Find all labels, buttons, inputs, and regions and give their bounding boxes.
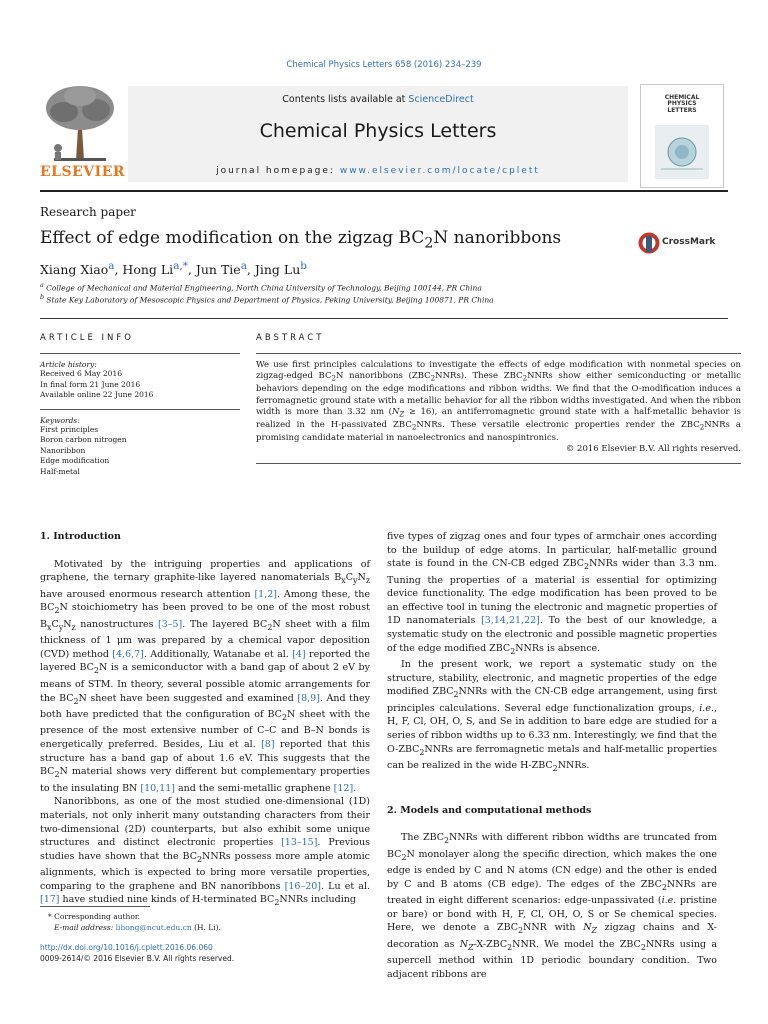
keyword: Boron carbon nitrogen: [40, 435, 127, 444]
abstract-section: [256, 333, 741, 470]
journal-homepage-line: [128, 166, 628, 176]
author[interactable]: Hong $Li^{a,*}$: [122, 260, 188, 278]
citation-link[interactable]: [8]: [261, 739, 275, 751]
email-label: E-mail address:: [54, 923, 114, 932]
citation-link[interactable]: [13–15]: [281, 837, 318, 849]
footnote-rule: [40, 906, 150, 907]
email-link[interactable]: lihong@ncut.edu.cn: [115, 923, 192, 932]
cover-art-image: [655, 125, 709, 179]
crossmark-label: CrossMark: [662, 237, 716, 247]
body-paragraph: Nanoribbons, as one of the most studied one-dimensional (1D) materials, not only inherit many outstanding characters from their two-dimensional (2D) counterparts, but also exhibit some unique structures and distinct electronic properties [13–15]. Previous studies have shown that the $BC_2NNRs$ possess more ample atomic alignments, which is expected to bring more versatile properties, comparing to the graphene and BN nanoribbons [16–20]. Lu et al. [17] have studied nine kinds of H-terminated $BC_2NNRs$ including: [40, 796, 370, 908]
title-rule: [40, 318, 728, 319]
cover-title: [641, 95, 723, 114]
doi-block: [40, 942, 370, 964]
affiliation: $^b$ State Key Laboratory of Mesoscopic Physics and Department of Physics, Peking University, Beijing 100871, PR China: [40, 294, 494, 305]
keyword: Edge modification: [40, 456, 110, 465]
affiliation: $^a$ College of Mechanical and Material Engineering, North China University of Technology, Beijing 100144, PR China: [40, 282, 482, 293]
issn-line: 0009-2614/© 2016 Elsevier B.V. All rights reserved.: [40, 954, 235, 963]
author[interactable]: Jun Tie$^a$: [195, 260, 247, 278]
article-info: [40, 333, 240, 477]
abstract-rule: [256, 463, 741, 464]
sciencedirect-link[interactable]: ScienceDirect: [408, 94, 474, 105]
footnote: [40, 906, 370, 933]
journal-header-box: [128, 86, 628, 182]
article-info-label: ARTICLE INFO: [40, 333, 134, 343]
journal-homepage-link[interactable]: www.elsevier.com/locate/cplett: [339, 166, 540, 176]
body-paragraph: Motivated by the intriguing properties and applications of graphene, the ternary graphite-like layered nanomaterials $B_xC_yN_z$ have aroused enormous research attention [1,2]. Among these, the $BC_2N$ stoichiometry has been proved to be one of the most robust $B_xC_yN_z$ nanostructures [3–5]. The layered $BC_2N$ sheet with a film thickness of 1 μm was prepared by a chemical vapor deposition (CVD) method [4,6,7]. Additionally, Watanabe et al. [4] reported the layered $BC_2N$ is a semiconductor with a band gap of about 2 eV by means of STM. In theory, several possible atomic arrangements for the $BC_2N$ sheet have been suggested and examined [8,9]. And they both have predicted that the configuration of $BC_2N$ sheet with the presence of the most extensive number of C–C and B–N bonds is energetically preferred. Besides, Liu et al. [8] reported that this structure has a band gap of about 1.6 eV. This suggests that the $BC_2N$ material shows very different but complementary properties to the insulating BN [10,11] and the semi-metallic graphene [12].: [40, 558, 370, 794]
keyword: Half-metal: [40, 466, 80, 476]
email-suffix: (H. Li).: [194, 923, 221, 932]
citation-link[interactable]: [3–5]: [158, 618, 183, 630]
keyword: First principles: [40, 424, 99, 434]
info-rule: [40, 409, 240, 410]
abstract-label: ABSTRACT: [256, 333, 325, 343]
email-line: [40, 922, 370, 933]
history-final: In final form 21 June 2016: [40, 379, 141, 389]
title-suffix: N nanoribbons: [433, 228, 562, 248]
citation-link[interactable]: [10,11]: [140, 782, 175, 794]
author[interactable]: Xiang Xiao$^a$: [40, 260, 115, 278]
body-paragraph: In the present work, we report a systematic study on the structure, stability, electronic, and magnetic properties of the edge modified $ZBC_2NNRs$ with the CN-CB edge arrangement, using first principles calculations. Several edge functionalization groups, i.e., H, F, Cl, OH, O, S, and Se in addition to bare edge are studied for a series of ribbon widths up to 6.33 nm. Interestingly, we find that the $O-ZBC_2NNRs$ are ferromagnetic metals and half-metallic properties can be realized in the wide $H-ZBC_2NNRs$.: [387, 659, 717, 773]
info-rule: [40, 353, 240, 354]
body-column-left: [40, 530, 370, 910]
cover-title-line-1: CHEMICAL: [664, 94, 700, 101]
history-heading: Article history:: [40, 360, 97, 369]
section-heading: 1. Introduction: [40, 531, 121, 542]
author-list: Xiang Xiao$^a$, Hong $Li^{a,*}$, Jun Tie$^a$, Jing Lu$^b$: [40, 260, 307, 278]
corresponding-author-note: * Corresponding author.: [48, 912, 141, 921]
section-gap: [387, 776, 717, 804]
doi-link[interactable]: http://dx.doi.org/10.1016/j.cplett.2016.06.060: [40, 943, 213, 952]
history-online: Available online 22 June 2016: [40, 390, 154, 399]
title-subscript: 2: [424, 235, 434, 252]
abstract-text: We use first principles calculations to investigate the effects of edge modification with nonmetal species on zigzag-edged $BC_2N$ nanoribbons $(ZBC_2NNRs)$. These $ZBC_2NNRs$ show either semiconducting or metallic behaviors depending on the edge modifications and ribbon widths. We find that the O-modification induces a ferromagnetic ground state with a metallic behavior for all the ribbon widths investigated. And when the ribbon width is more than 3.32 nm $(N_Z \ge 16)$, an antiferromagnetic ground state with a half-metallic behavior is realized in the H-passivated $ZBC_2NNRs$. These versatile electronic properties render the $ZBC_2NNRs$ a promising candidate material in nanoelectronics and nanospintronics.: [256, 360, 741, 443]
body-paragraph: The $ZBC_2NNRs$ with different ribbon widths are truncated from $BC_2N$ monolayer along the specific direction, which makes the one edge is ended by C and N atoms (CN edge) and the other is ended by C and B atoms (CB edge). The edges of the $ZBC_2NNRs$ are treated in eight different scenarios: edge-unpassivated (i.e. pristine or bare) or bond with H, F, Cl, OH, O, S or Se chemical species. Here, we denote a $ZBC_2NNR$ with $N_Z$ zigzag chains and X-decoration as $N_Z-X-ZBC_2NNR$. We model the $ZBC_2NNRs$ using a supercell method within 1D periodic boundary condition. Two adjacent ribbons are: [387, 832, 718, 980]
citation-link[interactable]: [16–20]: [284, 880, 321, 892]
journal-title: Chemical Physics Letters: [259, 120, 497, 142]
homepage-prefix: journal homepage:: [216, 166, 340, 176]
author[interactable]: Jing Lu$^b$: [254, 260, 307, 278]
citation-link[interactable]: [4,6,7]: [112, 648, 144, 660]
cover-title-line-3: LETTERS: [667, 106, 697, 114]
citation-link[interactable]: [17]: [40, 894, 60, 906]
keyword: Nanoribbon: [40, 445, 86, 455]
journal-masthead: [40, 80, 728, 188]
title-prefix: Effect of edge modification on the zigzag BC: [40, 228, 425, 248]
citation-link[interactable]: [12]: [333, 782, 354, 794]
keywords-heading: Keywords:: [40, 415, 80, 425]
article-type: Research paper: [40, 205, 136, 219]
citation-link[interactable]: [1,2]: [254, 588, 277, 600]
contents-prefix: Contents lists available at: [282, 94, 409, 105]
elsevier-wordmark: ELSEVIER: [40, 164, 126, 180]
contents-line: [128, 94, 628, 105]
citation-link[interactable]: [8,9]: [297, 692, 320, 704]
body-column-right: [387, 530, 717, 982]
abstract-rule: [256, 353, 741, 354]
citation-link[interactable]: [4]: [292, 648, 306, 660]
masthead-rule: [40, 190, 728, 192]
article-title: [40, 228, 561, 251]
body-paragraph: five types of zigzag ones and four types of armchair ones according to the buildup of edge atoms. In particular, half-metallic ground state is found in the CN-CB edged $ZBC_2NNRs$ wider than 3.3 nm. Tuning the properties of a material is essential for optimizing device functionality. The edge modification has been proved to be an effective tool in tuning the electronic and magnetic properties of 1D nanomaterials [3,14,21,22]. To the best of our knowledge, a systematic study on the electronic and possible magnetic properties of the edge modified $ZBC_2NNRs$ is absence.: [387, 531, 718, 656]
citation-link[interactable]: [3,14,21,22]: [481, 615, 540, 627]
history-received: Received 6 May 2016: [40, 369, 122, 378]
abstract-copyright: © 2016 Elsevier B.V. All rights reserved.: [565, 444, 741, 455]
crossmark-icon: [638, 230, 660, 256]
cover-title-line-2: PHYSICS: [667, 100, 697, 108]
journal-citation-link[interactable]: Chemical Physics Letters 658 (2016) 234–239: [286, 60, 482, 70]
journal-cover-thumbnail[interactable]: [640, 84, 724, 188]
section-heading: 2. Models and computational methods: [387, 804, 592, 816]
crossmark-button[interactable]: [638, 230, 728, 256]
